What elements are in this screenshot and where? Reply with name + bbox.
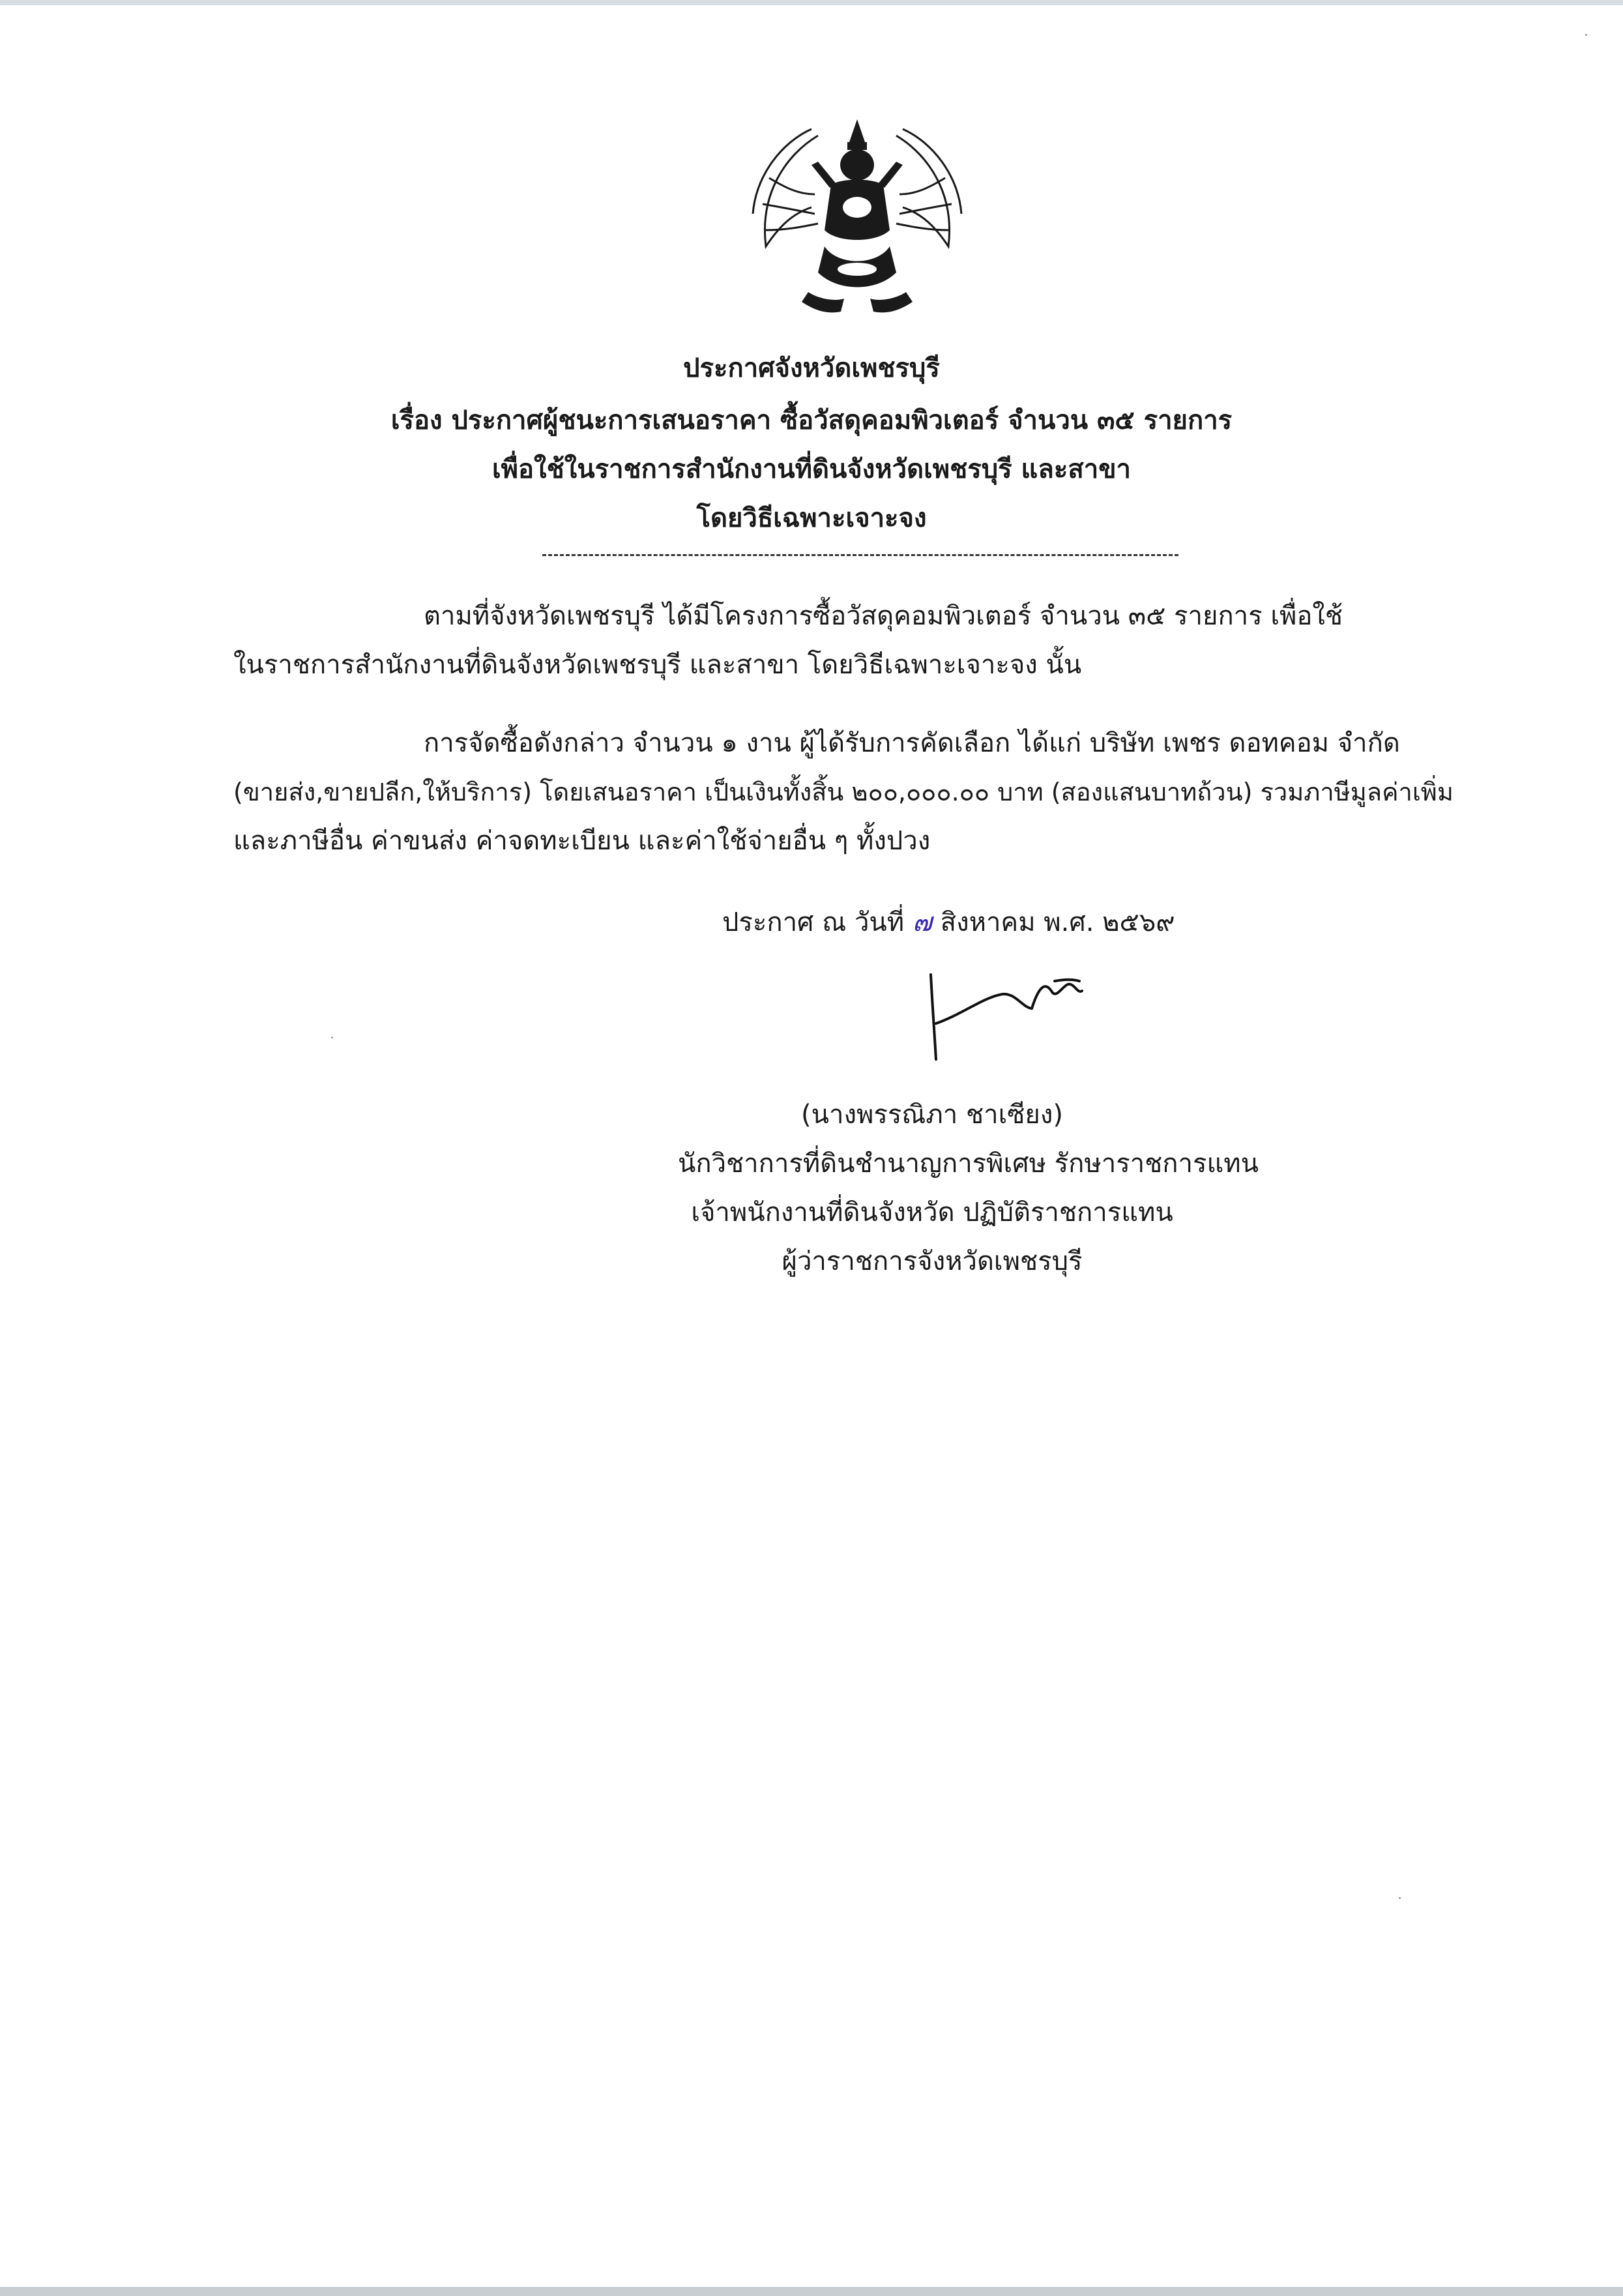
paragraph-1-line-1: ตามที่จังหวัดเพชรบุรี ได้มีโครงการซื้อวัสดุคอมพิวเตอร์ จำนวน ๓๕ รายการ เพื่อใช้: [424, 601, 1343, 631]
scan-speck: [1399, 1897, 1401, 1899]
scan-speck: [331, 1037, 333, 1038]
signatory-position-3: ผู้ว่าราชการจังหวัดเพชรบุรี: [782, 1246, 1083, 1276]
announcement-subject: เรื่อง ประกาศผู้ชนะการเสนอราคา ซื้อวัสดุคอมพิวเตอร์ จำนวน ๓๕ รายการ: [390, 405, 1233, 435]
heading-divider: [542, 554, 1178, 556]
announcement-date: [722, 903, 1175, 942]
scan-top-edge: [0, 0, 1623, 5]
paragraph-1-line-2: ในราชการสำนักงานที่ดินจังหวัดเพชรบุรี และสาขา โดยวิธีเฉพาะเจาะจง นั้น: [233, 650, 1082, 680]
garuda-emblem-icon: [746, 116, 968, 325]
handwritten-signature: [911, 962, 1107, 1066]
date-day: ๗: [912, 907, 932, 937]
scan-bottom-edge: [0, 2287, 1623, 2296]
date-prefix: ประกาศ ณ วันที่: [722, 907, 905, 937]
scan-speck: [1585, 34, 1587, 36]
date-month-year: สิงหาคม พ.ศ. ๒๕๖๙: [940, 907, 1175, 937]
signatory-position-2: เจ้าพนักงานที่ดินจังหวัด ปฏิบัติราชการแทน: [691, 1198, 1173, 1228]
announcement-method: โดยวิธีเฉพาะเจาะจง: [696, 503, 927, 533]
announcement-title: ประกาศจังหวัดเพชรบุรี: [683, 353, 940, 383]
signatory-name: (นางพรรณิภา ชาเซียง): [801, 1100, 1063, 1130]
announcement-purpose: เพื่อใช้ในราชการสำนักงานที่ดินจังหวัดเพชรบุรี และสาขา: [491, 454, 1132, 484]
paragraph-2-line-3: และภาษีอื่น ค่าขนส่ง ค่าจดทะเบียน และค่าใช้จ่ายอื่น ๆ ทั้งปวง: [233, 826, 931, 856]
paragraph-2-line-2: (ขายส่ง,ขายปลีก,ให้บริการ) โดยเสนอราคา เป็นเงินทั้งสิ้น ๒๐๐,๐๐๐.๐๐ บาท (สองแสนบาทถ้วน) รวมภาษีมูลค่าเพิ่ม: [233, 778, 1454, 806]
signatory-position-1: นักวิชาการที่ดินชำนาญการพิเศษ รักษาราชการแทน: [678, 1149, 1259, 1179]
paragraph-2-line-1: การจัดซื้อดังกล่าว จำนวน ๑ งาน ผู้ได้รับการคัดเลือก ได้แก่ บริษัท เพชร ดอทคอม จำกัด: [424, 728, 1400, 758]
